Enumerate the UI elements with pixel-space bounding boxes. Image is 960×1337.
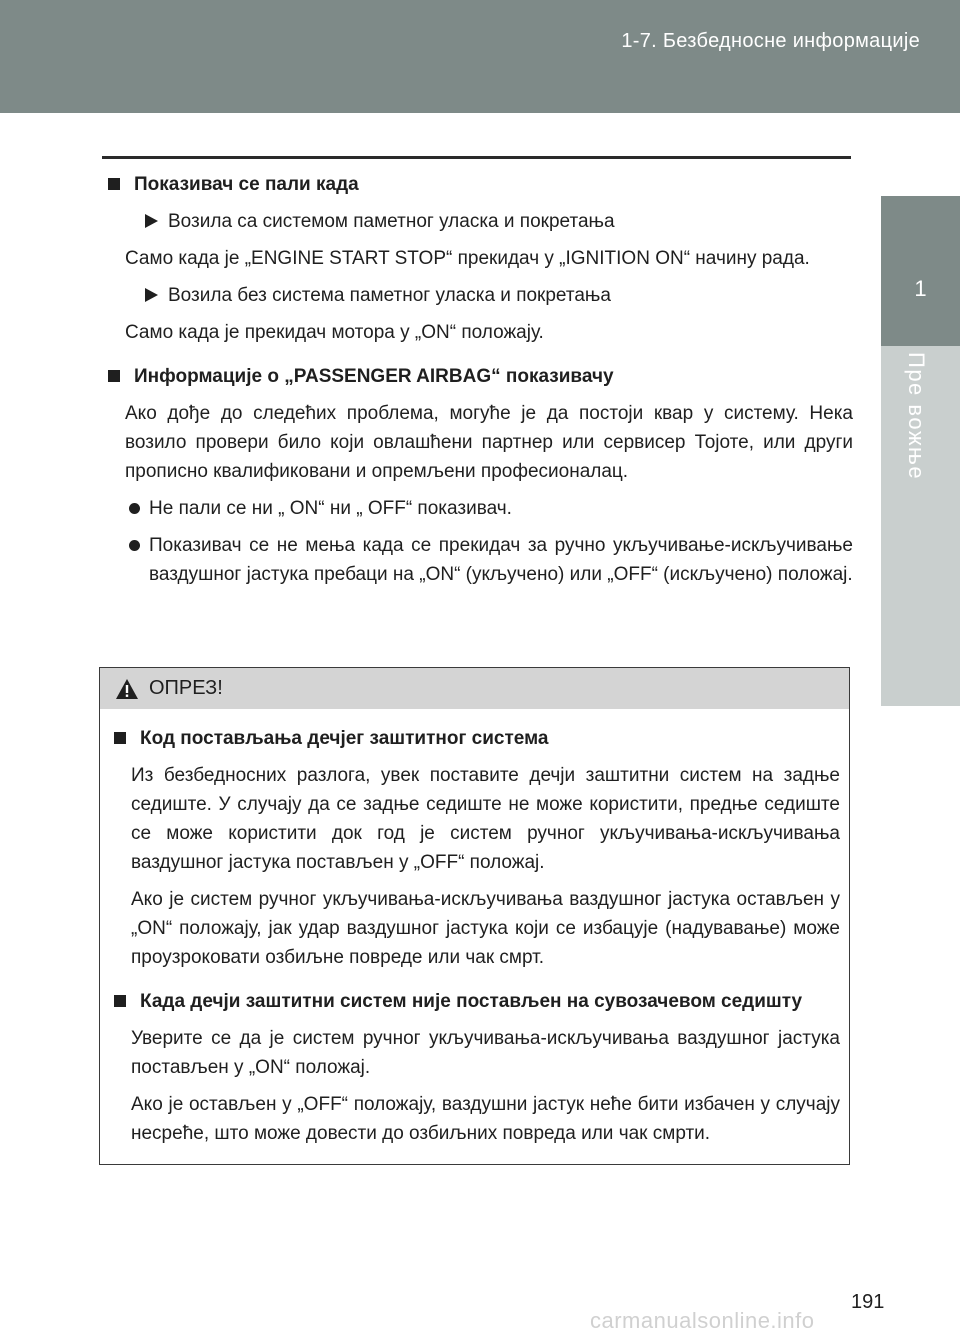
- dot-bullet-icon: [129, 503, 140, 514]
- indicator-heading: Показивач се пали када: [134, 174, 359, 195]
- square-bullet-icon: [108, 178, 120, 190]
- watermark: carmanualsonline.info: [590, 1308, 815, 1333]
- arrow-right-icon: [145, 214, 158, 228]
- indicator-heading-row: [102, 170, 853, 199]
- indicator-case1-arrow: Возила са системом паметног уласка и покретања: [168, 211, 615, 232]
- caution-box: [99, 667, 850, 1165]
- caution-section1-heading-row: [108, 724, 840, 753]
- main-content: [102, 170, 853, 589]
- caution-header: [100, 668, 849, 709]
- indicator-case1-arrow-row: [102, 207, 853, 236]
- indicator-case2-arrow: Возила без система паметног уласка и покретања: [168, 285, 611, 306]
- warning-triangle-icon: [115, 678, 139, 700]
- info-text: Ако дође до следећих проблема, могуће је да постоји квар у систему. Нека возило провери било који овлашћени партнер или сервисер Тојоте, или други прописно квалификовани и опремљени професионалац.: [125, 403, 853, 482]
- chapter-tab[interactable]: [881, 196, 960, 346]
- square-bullet-icon: [114, 732, 126, 744]
- caution-body: [100, 709, 849, 1148]
- square-bullet-icon: [108, 370, 120, 382]
- chapter-number: 1: [914, 276, 927, 301]
- chapter-label-tab: [881, 346, 960, 706]
- info-bullet-text: Не пали се ни „ ON“ ни „ OFF“ показивач.: [149, 498, 512, 519]
- caution-section1-heading: Код постављања дечјег заштитног система: [140, 728, 549, 749]
- caution-section2-p1: Уверите се да је систем ручног укључивања-искључивања ваздушног јастука постављен у „ON“ положај.: [131, 1028, 840, 1078]
- caution-section2-p2: Ако је остављен у „OFF“ положају, ваздушни јастук неће бити избачен у случају несреће, што може довести до озбиљних повреда или чак смрти.: [131, 1094, 840, 1144]
- info-heading-row: [102, 362, 853, 391]
- info-heading: Информације о „PASSENGER AIRBAG“ показивачу: [134, 366, 614, 387]
- caution-section1-p2: Ако је систем ручног укључивања-искључивања ваздушног јастука остављен у „ON“ положају, јак удар ваздушног јастука који се избацује (надувавање) може проузроковати озбиљне повреде или чак смрт.: [131, 889, 840, 968]
- indicator-case2-arrow-row: [102, 281, 853, 310]
- indicator-case1-text: Само када је „ENGINE START STOP“ прекидач у „IGNITION ON“ начину рада.: [125, 248, 810, 269]
- section-title: 1-7. Безбедносне информације: [621, 30, 920, 52]
- header-bar: [0, 0, 960, 113]
- arrow-right-icon: [145, 288, 158, 302]
- caution-section2-heading-row: [108, 987, 840, 1016]
- dot-bullet-icon: [129, 540, 140, 551]
- caution-section2-heading: Када дечји заштитни систем није постављен на сувозачевом седишту: [140, 991, 803, 1012]
- page-number: 191: [851, 1291, 885, 1313]
- chapter-label: Пре вожње: [904, 352, 929, 481]
- top-rule: [102, 156, 851, 159]
- caution-title: ОПРЕЗ!: [149, 677, 223, 699]
- caution-section1-p1: Из безбедносних разлога, увек поставите дечји заштитни систем на задње седиште. У случају да се задње седиште не може користити, предње седиште се може користити док год је систем ручног укључивања-искључивања ваздушног јастука постављен у „OFF“ положај.: [131, 765, 840, 873]
- info-bullet-text: Показивач се не мења када се прекидач за ручно укључивање-искључивање ваздушног јастука пребаци на „ON“ (укључено) или „OFF“ (искључено) положај.: [149, 535, 853, 585]
- indicator-case2-text: Само када је прекидач мотора у „ON“ положају.: [125, 322, 544, 343]
- info-bullet: [102, 494, 853, 523]
- info-bullet: [102, 531, 853, 589]
- square-bullet-icon: [114, 995, 126, 1007]
